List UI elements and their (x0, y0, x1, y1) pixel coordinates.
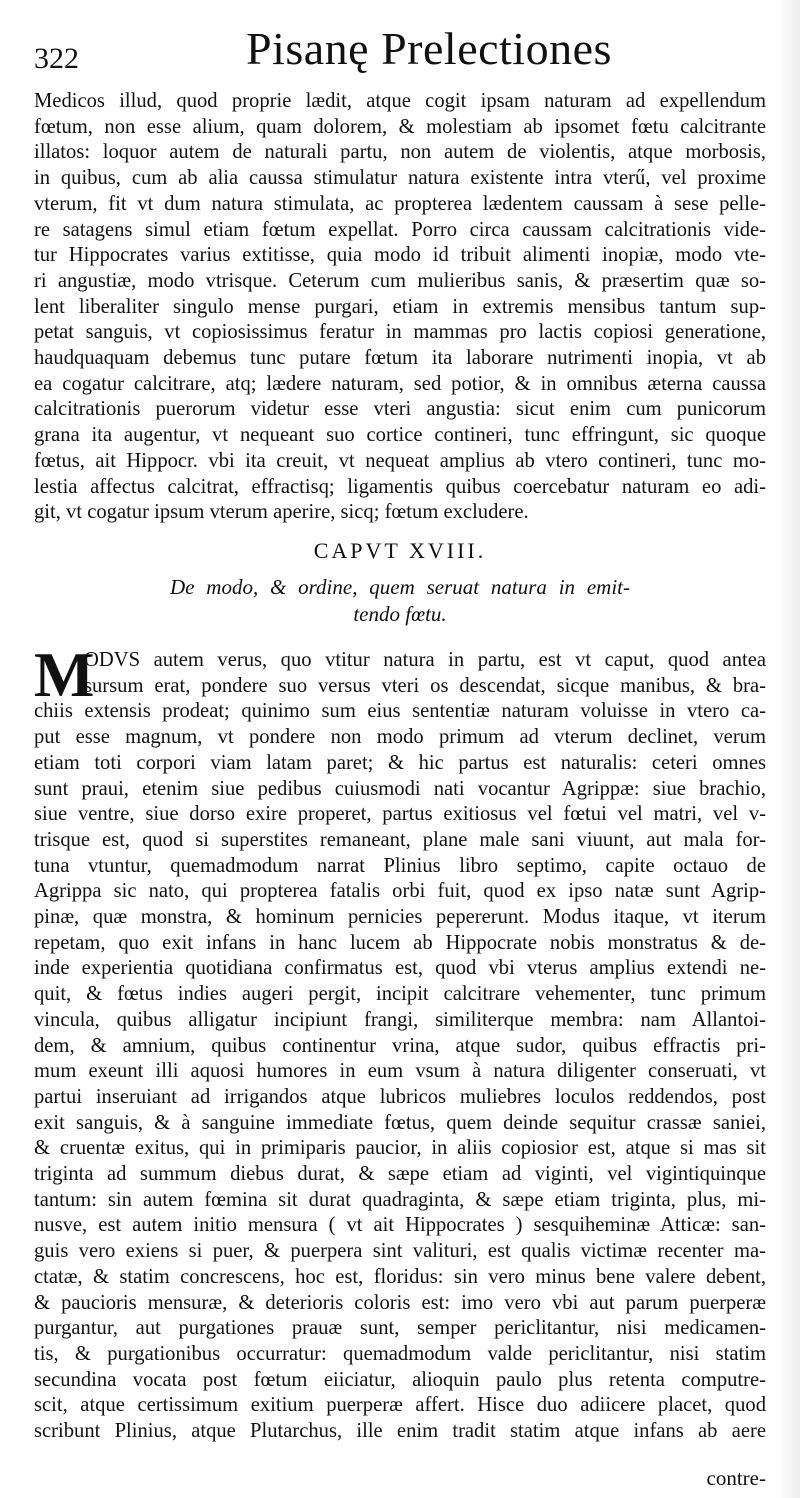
page-number: 322 (34, 42, 79, 75)
catchword: contre- (706, 1466, 766, 1490)
subtitle-line: De modo, & ordine, quem seruat natura in emit- (170, 575, 630, 599)
text-line: scribunt Plinius, atque Plutarchus, ille enim tradit statim atque infans ab aere (34, 1420, 766, 1443)
subtitle-line: tendo fœtu. (353, 602, 447, 626)
text-line: sunt praui, etenim siue pedibus cuiusmodi nati vocantur Agrippæ: siue brachio, (34, 777, 766, 800)
text-line: inde experientia quotidiana confirmatus est, quod vbi vterus amplius extendi ne- (34, 957, 766, 980)
text-line: vterum, fit vt dum natura stimulata, ac propterea lædentem caussam à sese pelle- (34, 192, 766, 215)
text-line: calcitrationis puerorum videtur esse vteri angustia: sicut enim cum punicorum (34, 398, 766, 421)
text-line: in quibus, cum ab alia caussa stimulatur natura existente intra vterű, vel proxime (34, 167, 766, 190)
chapter-subtitle (170, 574, 630, 628)
main-paragraph (34, 639, 766, 1445)
text-line: etiam toti corpori viam latam paret; & hic partus est naturalis: ceteri omnes (34, 751, 766, 774)
text-line: triginta ad summum diebus durat, & sæpe etiam ad viginti, vel vigintiquinque (34, 1163, 766, 1186)
text-line: re satagens simul etiam fœtum expellat. Porro circa caussam calcitrationis vide- (34, 218, 766, 241)
text-line: tur Hippocrates varius extitisse, quia modo id tribuit alimenti inopiæ, modo vte- (34, 244, 766, 267)
text-line: exit sanguis, & à sanguine immediate fœtus, quem deinde sequitur crassæ saniei, (34, 1111, 766, 1134)
text-line: secundina vocata post fœtum eiiciatur, alioquin paulo plus retenta computre- (34, 1368, 766, 1391)
text-line: partui inseruiant ad irrigandos atque lubricos muliebres loculos reddendos, post (34, 1085, 766, 1108)
text-line: Agrippa sic nato, qui propterea fatalis orbi fuit, quod ex ipso natæ sunt Agrip- (34, 880, 766, 903)
text-line: ctatæ, & statim concrescens, hoc est, floridus: sin vero minus bene valere debent, (34, 1265, 766, 1288)
text-line: illatos: loquor autem de naturali partu, non autem de violentis, atque morbosis, (34, 141, 766, 164)
text-line: git, vt cogatur ipsum vterum aperire, sicq; fœtum excludere. (34, 501, 529, 524)
text-line: grana ita augentur, vt nequeant suo cortice contineri, tunc effringunt, sic quoque (34, 424, 766, 447)
drop-cap: M (34, 639, 95, 710)
text-line: tis, & purgationibus occurratur: quemadmodum valde periclitantur, nisi statim (34, 1342, 766, 1365)
top-paragraph (34, 89, 766, 526)
text-line: haudquaquam debemus tunc putare fœtum ita laborare nutrimenti inopia, vt ab (34, 347, 766, 370)
text-line: & paucioris mensuræ, & deterioris coloris est: imo vero vbi aut parum puerperæ (34, 1291, 766, 1314)
text-line: scit, atque certissimum exitium puerperæ affert. Hisce duo adiicere placet, quod (34, 1394, 766, 1417)
text-line: ea cogatur calcitrare, atq; lædere naturam, sed potior, & in omnibus æterna caussa (34, 372, 766, 395)
page-edge-shadow (778, 0, 800, 1498)
text-line: petat sanguis, vt copiosissimus feratur in mammas pro lactis copiosi generatione, (34, 321, 766, 344)
text-line: vincula, quibus alligatur incipiunt frangi, similiterque membra: nam Allantoi- (34, 1008, 766, 1031)
text-line: lestia affectus calcitrat, effractisq; ligamentis quibus coercebatur naturam eo adi- (34, 475, 766, 498)
text-line: tantum: sin autem fœmina sit durat quadraginta, & sæpe etiam triginta, plus, mi- (34, 1188, 766, 1211)
chapter-title: CAPVT XVIII. (313, 538, 487, 563)
text-line: chiis extensis prodeat; quinimo sum eius sententiæ naturam voluisse in vtero ca- (34, 700, 766, 723)
text-line: siue ventre, siue dorso exire properet, partus exitiosus vel fœtui vel matri, vel v- (34, 803, 766, 826)
text-line: pinæ, quæ monstra, & hominum pernicies pepererunt. Modus itaque, vt iterum (34, 906, 766, 929)
text-line: fœtus, ait Hippocr. vbi ita creuit, vt nequeat amplius ab vtero contineri, tunc mo- (34, 449, 766, 472)
text-line: ri angustiæ, modo vtrisque. Ceterum cum mulieribus sanis, & præsertim quæ so- (34, 269, 766, 292)
text-line: purgantur, aut purgationes prauæ sunt, semper periclitantur, nisi medicamen- (34, 1317, 766, 1340)
text-line: & cruentæ exitus, qui in primiparis paucior, in aliis copiosior est, atque si mas sit (34, 1137, 766, 1160)
text-line: mum exeunt illi aquosi humores in eum vsum à natura diligenter conseruati, vt (34, 1060, 766, 1083)
text-line: nusve, est autem initio mensura ( vt ait Hippocrates ) sesquiheminæ Atticæ: san- (34, 1214, 766, 1237)
text-line: fœtum, non esse alium, quam dolorem, & molestiam ab ipsomet fœtu calcitrante (34, 115, 766, 138)
text-line: tuna vtuntur, quemadmodum narrat Plinius libro septimo, capite octauo de (34, 854, 766, 877)
text-line: trisque est, quod si superstites remaneant, plane male sani viuunt, aut mala for- (34, 828, 766, 851)
text-line: sursum erat, pondere suo versus vteri os descendat, sicque manibus, & bra- (84, 674, 766, 697)
text-line: quit, & fœtus indies augeri pergit, incipit calcitrare vehementer, tunc primum (34, 983, 766, 1006)
text-line: repetam, quo exit infans in hanc lucem ab Hippocrate nobis monstratus & de- (34, 931, 766, 954)
text-line: ODVS autem verus, quo vtitur natura in partu, est vt caput, quod antea (84, 649, 766, 671)
running-title: Pisanę Prelectiones (246, 23, 612, 74)
text-line: dem, & amnium, quibus continentur vrina, atque sudor, quibus effractis pri- (34, 1034, 766, 1057)
text-line: Medicos illud, quod proprie lædit, atque cogit ipsam naturam ad expellendum (34, 90, 766, 112)
text-line: guis vero exiens si puer, & puerpera sint valituri, est qualis victimæ recenter ma- (34, 1240, 766, 1263)
text-line: put esse magnum, vt pondere non modo primum ad vterum declinet, verum (34, 726, 766, 749)
text-line: lent liberaliter singulo mense purgari, etiam in extremis mensibus tantum sup- (34, 295, 766, 318)
